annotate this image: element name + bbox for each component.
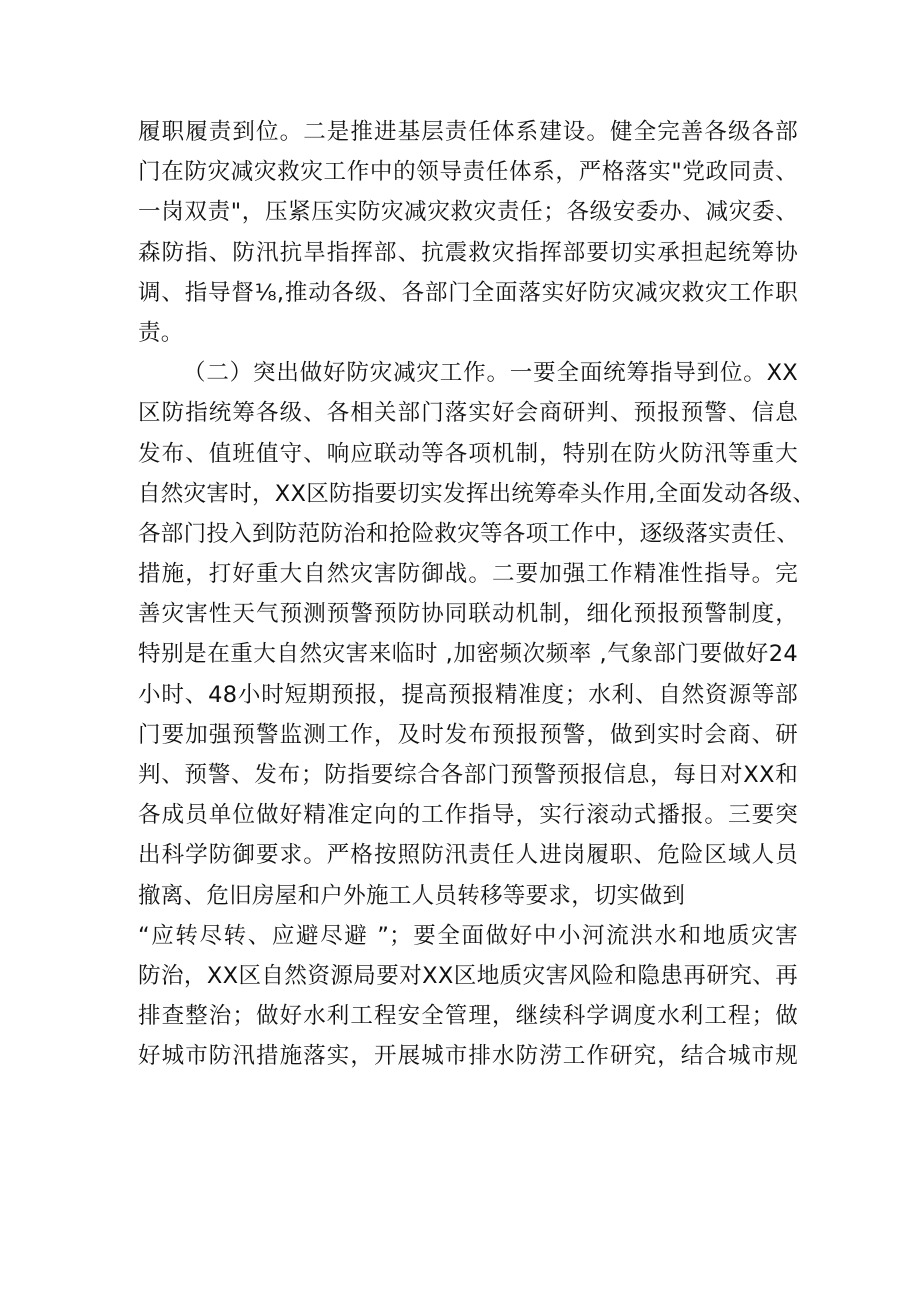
text-line: 责。: [138, 319, 184, 346]
text-line: 一岗双责"，压紧压实防灾减灾救灾责任；各级安委办、减灾委、: [138, 199, 798, 226]
text-line: “应转尽转、应避尽避 ”；要全面做好中小河流洪水和地质灾害: [138, 922, 798, 949]
body-text: [138, 112, 816, 1077]
text-line: 自然灾害时，XX区防指要切实发挥出统筹牵头作用,全面发动各级、: [138, 480, 816, 507]
text-line: 门要加强预警监测工作，及时发布预报预警，做到实时会商、研: [138, 721, 798, 748]
text-line: 判、预警、发布；防指要综合各部门预警预报信息，每日对XX和: [138, 762, 798, 788]
text-line: 区防指统筹各级、各相关部门落实好会商研判、预报预警、信息: [138, 400, 798, 427]
text-line: 防治，XX区自然资源局要对XX区地质灾害风险和隐患再研究、再: [138, 962, 798, 989]
text-line: 森防指、防汛抗旱指挥部、抗震救灾指挥部要切实承担起统筹协: [138, 239, 798, 266]
text-line: 门在防灾减灾救灾工作中的领导责任体系，严格落实"党政同责、: [138, 159, 798, 186]
text-line: 各成员单位做好精准定向的工作指导，实行滚动式播报。三要突: [138, 802, 798, 829]
text-line: 排查整治；做好水利工程安全管理，继续科学调度水利工程；做: [138, 1003, 798, 1030]
text-line: 善灾害性天气预测预警预防协同联动机制，细化预报预警制度，: [138, 601, 798, 628]
text-line: 撤离、危旧房屋和户外施工人员转移等要求，切实做到: [138, 882, 686, 909]
text-line: 好城市防汛措施落实，开展城市排水防涝工作研究，结合城市规: [138, 1043, 798, 1070]
text-line: 履职履责到位。二是推进基层责任体系建设。健全完善各级各部: [138, 119, 798, 145]
section-heading-line: （二）突出做好防灾减灾工作。一要全面统筹指导到位。XX: [183, 360, 798, 387]
text-line: 发布、值班值守、响应联动等各项机制，特别在防火防汛等重大: [138, 440, 798, 467]
text-line: 小时、48小时短期预报，提高预报精准度；水利、自然资源等部: [138, 681, 798, 708]
text-line: 调、指导督⅛,推动各级、各部门全面落实好防灾减灾救灾工作职: [138, 279, 798, 306]
text-line: 特别是在重大自然灾害来临时 ,加密频次频率 ,气象部门要做好24: [138, 641, 798, 668]
text-line: 出科学防御要求。严格按照防汛责任人进岗履职、危险区域人员: [138, 842, 798, 869]
text-line: 各部门投入到防范防治和抢险救灾等各项工作中，逐级落实责任、: [138, 520, 800, 547]
text-line: 措施，打好重大自然灾害防御战。二要加强工作精准性指导。完: [138, 561, 798, 588]
